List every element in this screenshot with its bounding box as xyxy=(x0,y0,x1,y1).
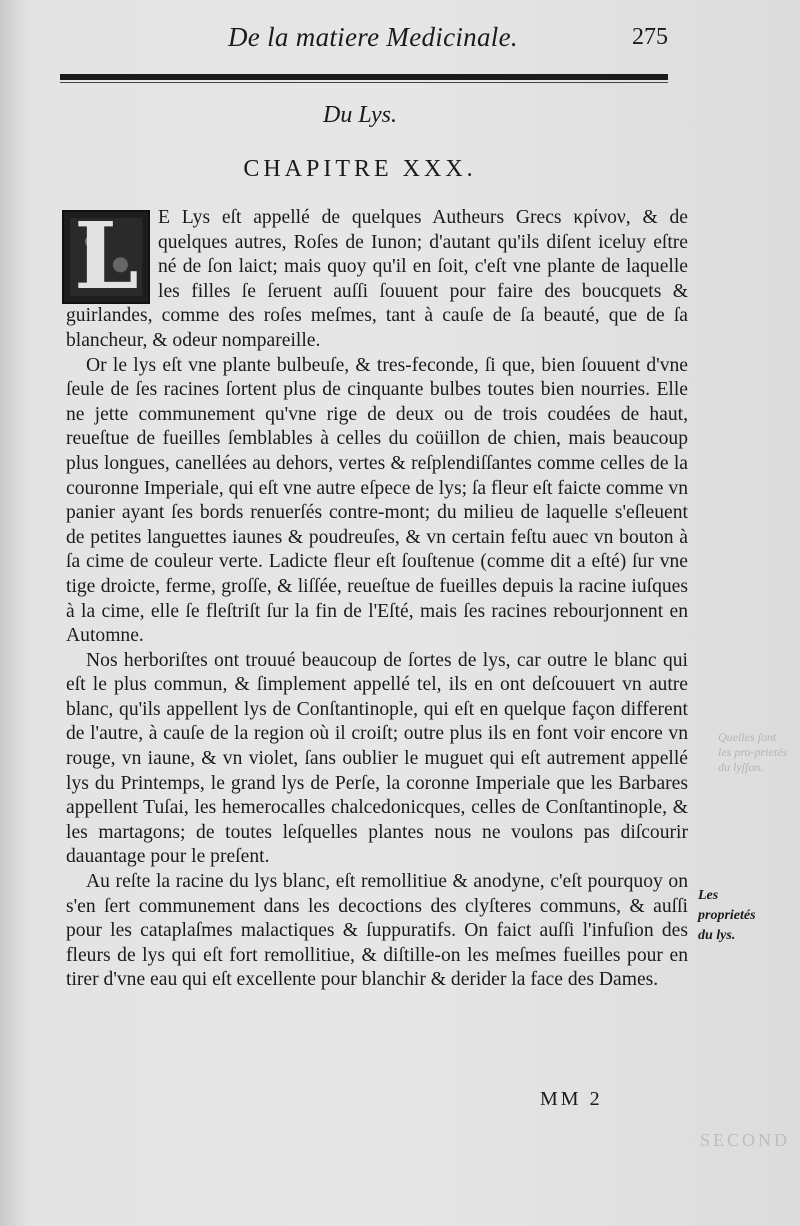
chapter-title: CHAPITRE XXX. xyxy=(243,156,477,182)
show-through-bottom-text: SECOND xyxy=(700,1130,791,1150)
paragraph-3: Nos herboriſtes ont trouué beaucoup de ſortes de lys, car outre le blanc qui eſt le plus commun, & ſimplement appellé tel, ils en ont deſcouuert vn autre blanc, qu'ils appellent lys de Conſtantinople, qui eſt en quelque façon different de l'autre, à cauſe de la region où il croiſt; outre plus ils en font voir encore vn rouge, vn iaune, & vn violet, ſans oublier le muguet qui eſt autrement appellé lys du Printemps, le grand lys de Perſe, la coronne Imperiale que les Barbares appellent Tuſai, les hemerocalles chalcedonicques, celles de Conſtantinople, & les martagons; de toutes leſquelles plantes nous ne voulons pas diſcourir dauantage pour le preſent. xyxy=(66,649,688,868)
body-text xyxy=(66,206,688,993)
paragraph-1 xyxy=(66,206,688,354)
running-head: De la matiere Medicinale. xyxy=(228,22,518,52)
show-through-margin-text: Quelles ſont les pro-prietés du lyſſon. xyxy=(718,730,788,774)
margin-note: Les proprietés du lys. xyxy=(698,888,756,943)
page-number: 275 xyxy=(632,24,668,50)
signature-mark: MM 2 xyxy=(540,1088,603,1110)
header-rule xyxy=(60,74,668,80)
paragraph-4: Au reſte la racine du lys blanc, eſt remollitiue & anodyne, c'eſt pourquoy on s'en ſert communement dans les decoctions des clyſteres communs, & auſſi pour les cataplaſmes malactiques & ſuppuratifs. On faict auſſi l'infuſion des fleurs de lys qui eſt fort remollitiue, & diſtille-on les meſmes fueilles pour en tirer d'vne eau qui eſt excellente pour blanchir & derider la face des Dames. xyxy=(66,871,688,991)
paragraph-2: Or le lys eſt vne plante bulbeuſe, & tres-feconde, ſi que, bien ſouuent d'vne ſeule de ſes racines ſortent plus de cinquante bulbes toutes bien nourries. Elle ne jette communement qu'vne rige de deux ou de trois coudées de haut, reueſtue de fueilles ſemblables à celles du coüillon de chien, mais beaucoup plus longues, canellées au dehors, vertes & reſplendiſſantes comme celles de la couronne Imperiale, qui eſt vne autre eſpece de lys; ſa fleur eſt faicte comme vn panier ayant ſes bords renuerſés contre-mont; du milieu de laquelle s'eſleuent de petites languettes iaunes & poudreuſes, & vn certain feſtu auec vn bouton à ſa cime de couleur verte. Ladicte fleur eſt ſouſtenue (comme dit a eſté) ſur vne tige droicte, ferme, groſſe, & liſſée, reueſtue de fueilles depuis la racine iuſques à la cime, elle ſe fleſtriſt ſur la fin de l'Eſté, mais ſes racines rebourjonnent en Automne. xyxy=(66,354,688,647)
drop-cap-letter: L xyxy=(74,210,139,304)
ornamental-initial xyxy=(62,210,150,304)
paragraph-text: E Lys eſt appellé de quelques Autheurs Grecs κρίνον, & de quelques autres, Roſes de Iunon; d'autant qu'ils diſent iceluy eſtre né de ſon laict; mais quoy qu'il en ſoit, c'eſt vne plante de laquelle les filles ſe ſeruent auſſi ſouuent pour faire des boucquets & guirlandes, comme des roſes meſmes, tant à cauſe de ſa beauté, que de ſa blancheur, & odeur nompareille. xyxy=(66,207,688,351)
section-title: Du Lys. xyxy=(323,102,397,128)
